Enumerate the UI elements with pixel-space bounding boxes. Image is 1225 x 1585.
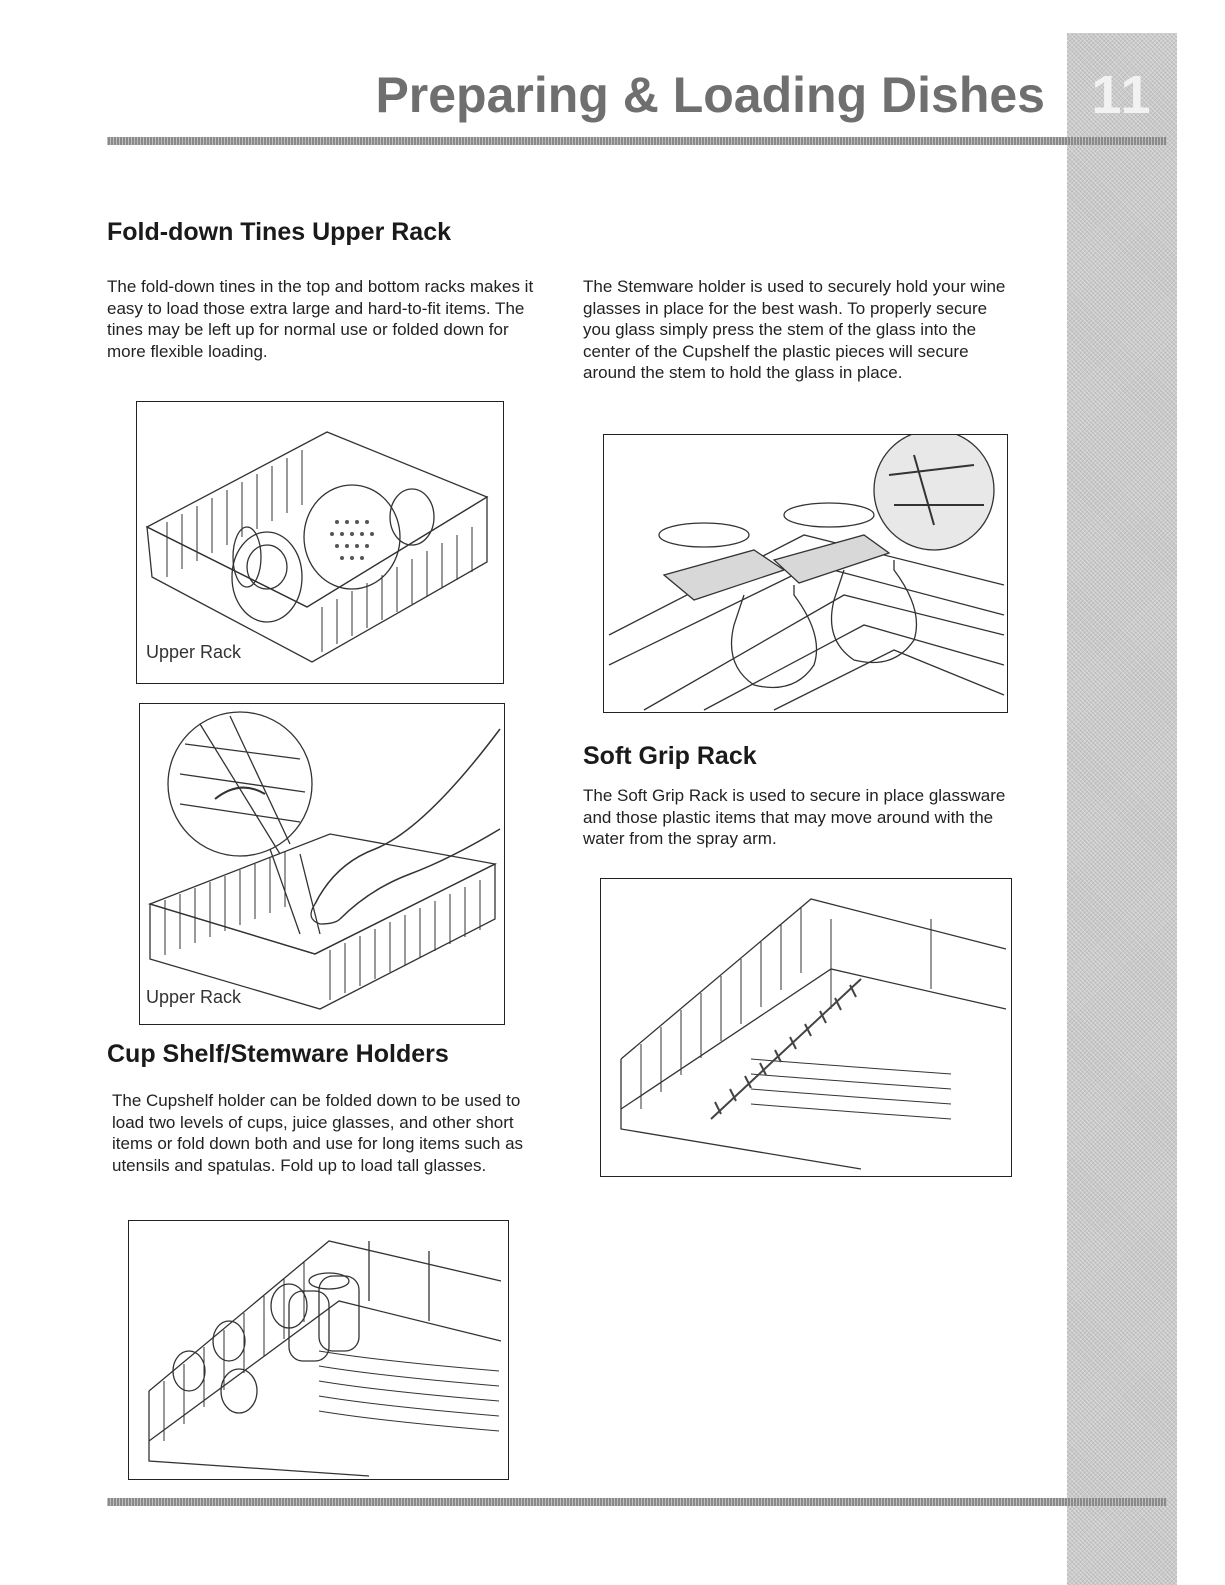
fold-down-tines-heading: Fold-down Tines Upper Rack [107,218,452,246]
fold-tines-illustration [140,704,504,1024]
fold-tines-caption: Upper Rack [146,987,242,1007]
cup-shelf-figure [128,1220,509,1480]
header-divider [107,137,1167,145]
page-number: 11 [1091,65,1153,125]
soft-grip-figure [600,878,1012,1177]
cup-shelf-paragraph: The Cupshelf holder can be folded down to be used to load two levels of cups, juice glasses, and other short items or fold down both and use for long items such as utensils and spatulas. Fold up to load tall glasses. [112,1091,524,1175]
upper-rack-figure [136,401,504,684]
soft-grip-paragraph: The Soft Grip Rack is used to secure in place glassware and those plastic items that may move around with the water from the spray arm. [583,786,1006,848]
footer-divider [107,1498,1167,1506]
fold-down-tines-paragraph: The fold-down tines in the top and bottom racks makes it easy to load those extra large and hard-to-fit items. The tines may be left up for normal use or folded down for more flexible loading. [107,277,534,361]
stemware-illustration [604,435,1007,712]
side-tab-band [1067,33,1177,1585]
cup-shelf-illustration [129,1221,508,1479]
fold-tines-figure [139,703,505,1025]
upper-rack-illustration [137,402,503,683]
page-title: Preparing & Loading Dishes [375,67,1045,123]
soft-grip-illustration [601,879,1011,1176]
stemware-paragraph: The Stemware holder is used to securely hold your wine glasses in place for the best wash. To properly secure you glass simply press the stem of the glass into the center of the Cupshelf the plastic pieces will secure around the stem to hold the glass in place. [583,277,1006,382]
soft-grip-heading: Soft Grip Rack [583,742,757,770]
cup-shelf-heading: Cup Shelf/Stemware Holders [107,1040,449,1068]
stemware-figure [603,434,1008,713]
upper-rack-caption: Upper Rack [146,642,242,662]
